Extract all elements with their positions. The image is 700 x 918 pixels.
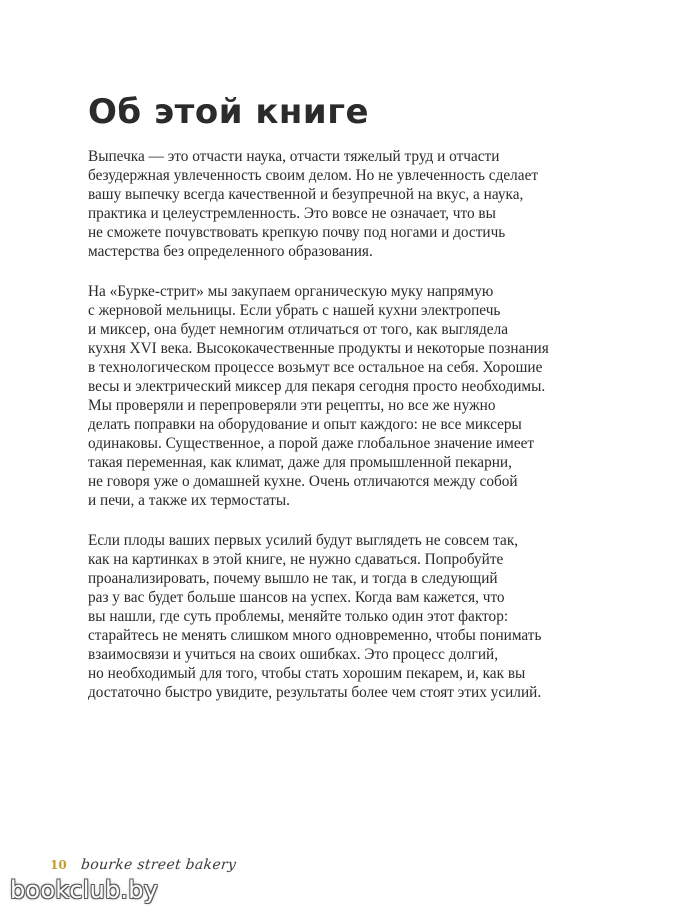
page-footer: [50, 852, 236, 878]
text-line: Если плоды ваших первых усилий будут выглядеть не совсем так,: [88, 532, 519, 549]
text-line: Выпечка — это отчасти наука, отчасти тяжелый труд и отчасти: [88, 148, 500, 165]
text-line: и печи, а также их термостаты.: [88, 492, 290, 509]
text-line: как на картинках в этой книге, не нужно сдаваться. Попробуйте: [88, 551, 504, 568]
page-title: Об этой книге: [88, 92, 370, 132]
page-number: 10: [50, 858, 67, 872]
text-line: безудержная увлеченность своим делом. Но не увлеченность сделает: [88, 167, 539, 184]
watermark: bookclub.by: [10, 876, 159, 904]
text-line: достаточно быстро увидите, результаты более чем стоят этих усилий.: [88, 684, 542, 701]
running-title: bourke street bakery: [79, 857, 237, 873]
text-line: взаимосвязи и учиться на своих ошибках. Это процесс долгий,: [88, 646, 499, 663]
text-line: Мы проверяли и перепроверяли эти рецепты, но все же нужно: [88, 397, 496, 414]
text-line: кухня XVI века. Высококачественные продукты и некоторые познания: [88, 340, 549, 357]
text-line: не говоря уже о домашней кухне. Очень отличаются между собой: [88, 473, 518, 490]
text-line: с жерновой мельницы. Если убрать с нашей кухни электропечь: [88, 302, 501, 319]
text-line: и миксер, она будет немногим отличаться от того, как выглядела: [88, 321, 509, 338]
paragraph-2: [88, 282, 628, 510]
text-line: не сможете почувствовать крепкую почву под ногами и достичь: [88, 224, 506, 241]
body-text: [88, 147, 628, 723]
text-line: На «Бурке-стрит» мы закупаем органическую муку напрямую: [88, 283, 494, 300]
text-line: старайтесь не менять слишком много одновременно, чтобы понимать: [88, 627, 542, 644]
text-line: но необходимый для того, чтобы стать хорошим пекарем, и, как вы: [88, 665, 526, 682]
text-line: проанализировать, почему вышло не так, и тогда в следующий: [88, 570, 498, 587]
text-line: вы нашли, где суть проблемы, меняйте только один этот фактор:: [88, 608, 509, 625]
text-line: практика и целеустремленность. Это вовсе не означает, что вы: [88, 205, 496, 222]
text-line: мастерства без определенного образования.: [88, 243, 373, 260]
text-line: раз у вас будет больше шансов на успех. Когда вам кажется, что: [88, 589, 505, 606]
text-line: в технологическом процессе возьмут все остальное на себя. Хорошие: [88, 359, 543, 376]
text-line: весы и электрический миксер для пекаря сегодня просто необходимы.: [88, 378, 546, 395]
text-line: вашу выпечку всегда качественной и безупречной на вкус, а наука,: [88, 186, 524, 203]
text-line: делать поправки на оборудование и опыт каждого: не все миксеры: [88, 416, 522, 433]
paragraph-1: [88, 147, 628, 261]
text-line: одинаковы. Существенное, а порой даже глобальное значение имеет: [88, 435, 535, 452]
text-line: такая переменная, как климат, даже для промышленной пекарни,: [88, 454, 512, 471]
paragraph-3: [88, 531, 628, 702]
